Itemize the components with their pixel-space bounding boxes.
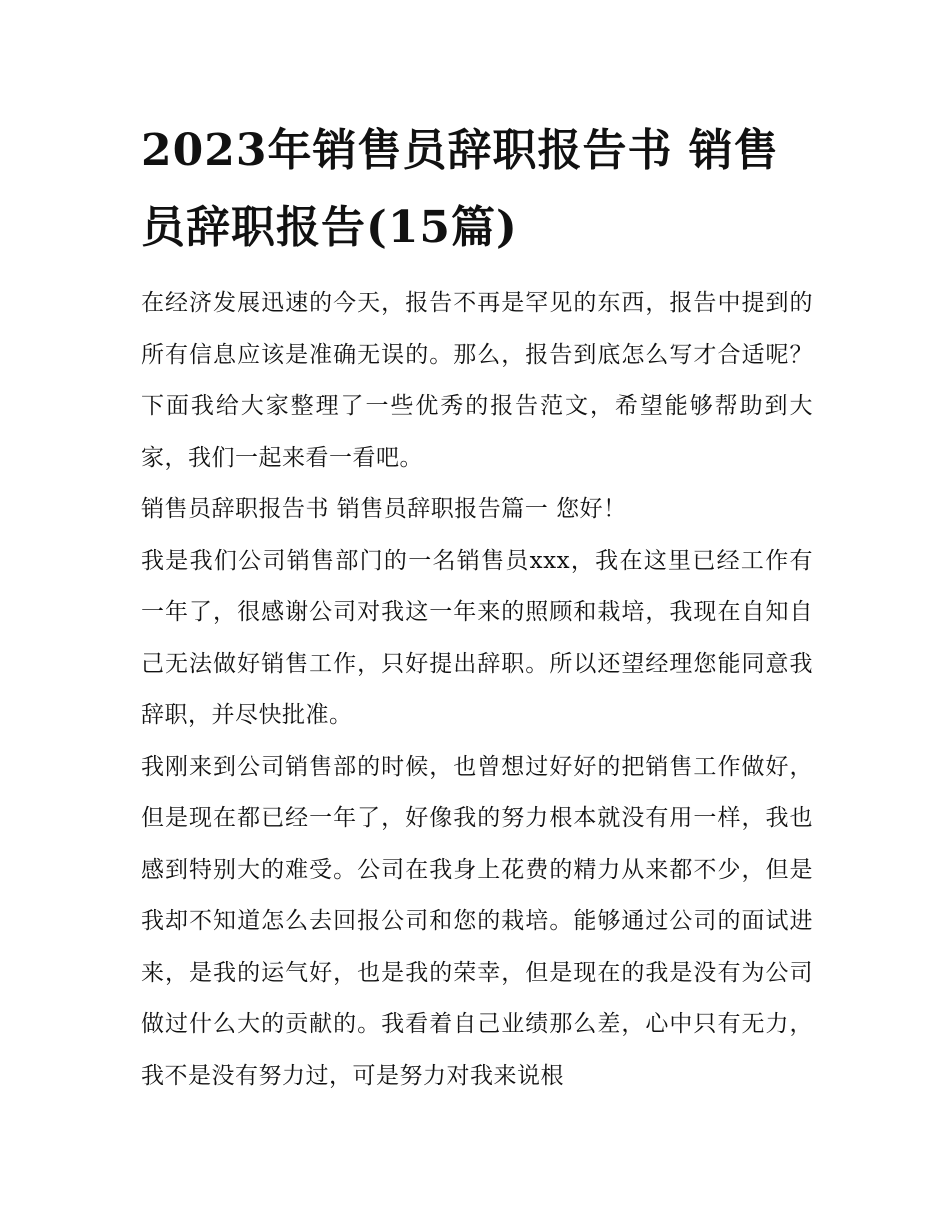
paragraph-body-2: 我刚来到公司销售部的时候，也曾想过好好的把销售工作做好，但是现在都已经一年了，好像我的努力根本就没有用一样，我也感到特别大的难受。公司在我身上花费的精力从来都不少，但是我却不知道怎么去回报公司和您的栽培。能够通过公司的面试进来，是我的运气好，也是我的荣幸，但是现在的我是没有为公司做过什么大的贡献的。我看着自己业绩那么差，心中只有无力，我不是没有努力过，可是努力对我来说根	[141, 753, 813, 1089]
paragraph-body-1: 我是我们公司销售部门的一名销售员xxx，我在这里已经工作有一年了，很感谢公司对我这一年来的照顾和栽培，我现在自知自己无法做好销售工作，只好提出辞职。所以还望经理您能同意我辞职，并尽快批准。	[141, 547, 813, 728]
paragraph-section-heading: 销售员辞职报告书 销售员辞职报告篇一 您好！	[141, 496, 627, 522]
document-title: 2023年销售员辞职报告书 销售员辞职报告(15篇)	[141, 125, 779, 253]
document-page	[141, 112, 813, 1102]
paragraph-intro: 在经济发展迅速的今天，报告不再是罕见的东西，报告中提到的所有信息应该是准确无误的。那么，报告到底怎么写才合适呢？下面我给大家整理了一些优秀的报告范文，希望能够帮助到大家，我们一起来看一看吧。	[141, 290, 813, 471]
document-body	[141, 278, 813, 1102]
